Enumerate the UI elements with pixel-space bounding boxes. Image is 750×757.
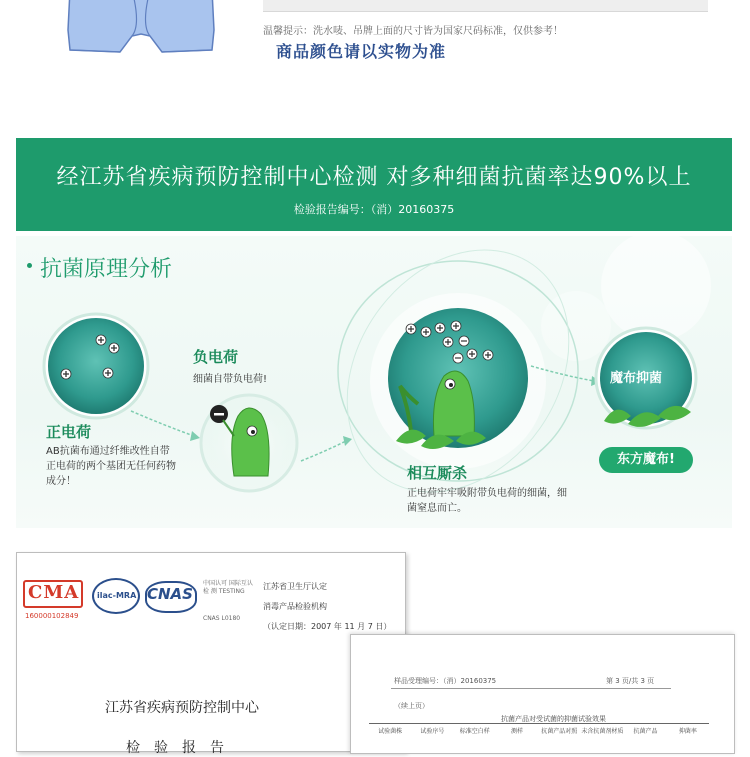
- ilac-mra-text: ilac-MRA: [97, 591, 137, 600]
- positive-charge-desc: AB抗菌布通过纤维改性自带正电荷的两个基团无任何药物成分！: [46, 446, 176, 487]
- table-header: 抗菌产品对照: [541, 728, 578, 735]
- size-table-bottom-edge: [263, 0, 708, 12]
- cma-code: 160000102849: [25, 612, 79, 620]
- report-title: 检验报告: [126, 740, 238, 756]
- title-bullet: [27, 263, 32, 268]
- sample-reference: 样品受理编号：（消）20160375: [394, 677, 497, 685]
- continued-note: （续上页）: [394, 702, 429, 710]
- cert-line-1: 江苏省卫生厅认定: [263, 582, 327, 591]
- cnas-number: CNAS L0180: [203, 615, 241, 622]
- size-tip: 温馨提示：洗水唛、吊牌上面的尺寸皆为国家尺码标准，仅供参考！: [263, 26, 563, 37]
- accreditation-text: 中国认可 国际互认 检 测 TESTING: [203, 580, 253, 595]
- positive-charge-title: 正电荷: [46, 423, 92, 441]
- inspection-report-cover: [16, 552, 406, 756]
- cert-line-2: 消毒产品检验机构: [263, 602, 327, 611]
- table-caption: 抗菌产品对受试菌的抑菌试验效果: [501, 715, 606, 723]
- mutual-kill-desc: 正电荷牢牢吸附带负电荷的细菌，细菌窒息而亡。: [407, 488, 567, 514]
- table-header: 试验菌株: [378, 728, 403, 735]
- table-header: 标准空白样: [459, 728, 490, 735]
- analysis-title: 抗菌原理分析: [40, 257, 173, 282]
- inspection-report-page3: [350, 634, 735, 754]
- page-indicator: 第 3 页/共 3 页: [606, 677, 655, 685]
- table-header: 未含抗菌剂材质: [581, 728, 624, 735]
- banner-title: 经江苏省疾病预防控制中心检测 对多种细菌抗菌率达90%以上: [56, 165, 692, 190]
- header-divider: [391, 688, 671, 689]
- table-header: 测样: [510, 728, 523, 735]
- table-header-row: [369, 724, 709, 737]
- cma-logo: CMA: [28, 582, 80, 603]
- boxer-shorts-illustration: [62, 0, 220, 62]
- brand-badge: 东方魔布!: [599, 447, 693, 473]
- size-info-strip: [0, 0, 750, 72]
- certification-lines: [263, 577, 391, 637]
- color-note: 商品颜色请以实物为准: [276, 42, 447, 61]
- cert-line-3: （认定日期：2007 年 11 月 7 日）: [263, 622, 392, 631]
- results-table: [369, 723, 709, 737]
- fabric-inhibit-label: 魔布抑菌: [610, 371, 663, 386]
- report-center-name: 江苏省疾病预防控制中心: [105, 700, 259, 716]
- negative-charge-title: 负电荷: [193, 348, 239, 366]
- positive-charge-fabric-icon: [44, 314, 148, 418]
- table-header: 试验序号: [420, 728, 445, 735]
- cnas-logo: CNAS: [147, 585, 193, 603]
- negative-charge-bacterium-icon: [201, 395, 297, 491]
- mutual-kill-title: 相互厮杀: [407, 464, 468, 482]
- negative-charge-desc: 细菌自带负电荷!: [193, 374, 268, 385]
- antibacterial-analysis-panel: [16, 236, 732, 528]
- test-banner: [16, 138, 732, 231]
- table-header: 抑菌率: [678, 728, 697, 735]
- banner-report-number: 检验报告编号：（消）20160375: [293, 203, 455, 216]
- table-header: 抗菌产品: [633, 728, 658, 735]
